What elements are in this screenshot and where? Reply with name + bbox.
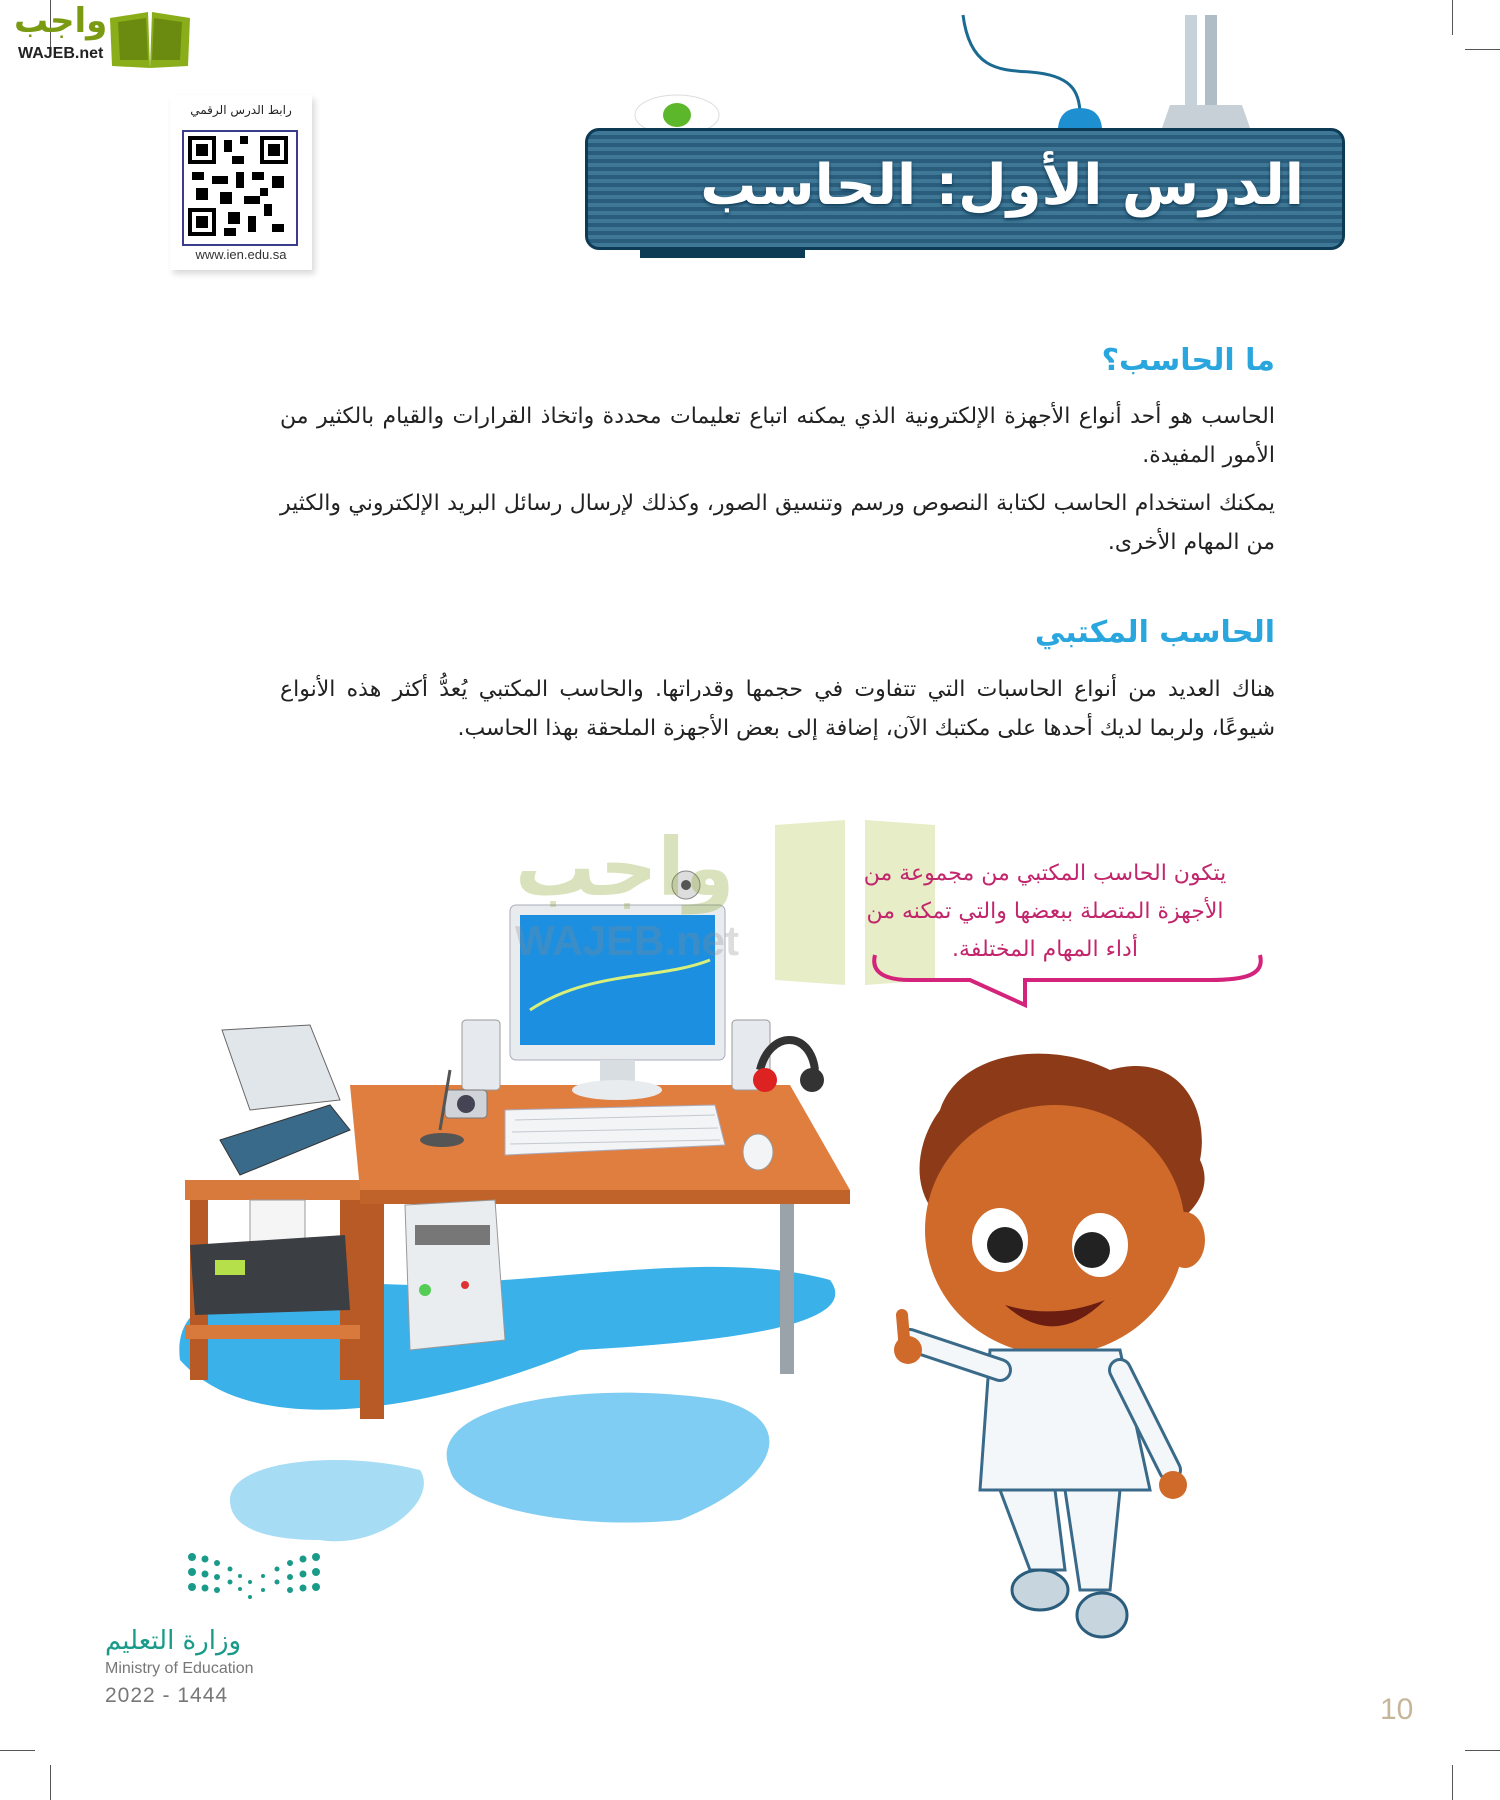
speech-bubble-outline <box>870 950 1270 1020</box>
boot <box>1012 1570 1068 1610</box>
speech-bubble <box>863 850 1270 1010</box>
printer <box>190 1235 350 1315</box>
svg-text:واجب: واجب <box>515 821 735 914</box>
ministry-name-arabic: وزارة التعليم <box>105 1626 242 1656</box>
boot <box>1077 1593 1127 1637</box>
wajeb-logo-latin: WAJEB.net <box>18 45 104 62</box>
desk-side-shelf <box>185 1180 360 1200</box>
paragraph-desktop-computer: هناك العديد من أنواع الحاسبات التي تتفاوت في حجمها وقدراتها. والحاسب المكتبي يُعدُّ أكثر هذه الأنواع شيوعًا، ولربما لديك أحدها على مكتبك الآن، إضافة إلى بعض الأجهزة الملحقة بهذا الحاسب. <box>280 677 1275 741</box>
lesson-title: الدرس الأول: الحاسب <box>700 153 1304 218</box>
scanner <box>220 1105 350 1175</box>
paragraph-computer-definition: الحاسب هو أحد أنواع الأجهزة الإلكترونية الذي يمكنه اتباع تعليمات محددة واتخاذ القرارات والقيام بالكثير من الأمور المفيدة. <box>280 404 1275 468</box>
crop-mark <box>0 1750 35 1751</box>
crop-mark <box>1452 1765 1453 1800</box>
computer-tower <box>405 1200 505 1350</box>
boy-character-illustration <box>880 1050 1300 1640</box>
svg-text:WAJEB.net: WAJEB.net <box>515 917 740 964</box>
crop-mark <box>1465 1750 1500 1751</box>
lesson-title-banner <box>585 128 1345 250</box>
section-heading-desktop-computer: الحاسب المكتبي <box>1034 615 1275 650</box>
wajeb-logo <box>8 1 193 67</box>
wajeb-logo-arabic: واجب <box>14 1 108 41</box>
page-number: 10 <box>1380 1693 1414 1726</box>
paragraph-computer-uses: يمكنك استخدام الحاسب لكتابة النصوص ورسم وتنسيق الصور، وكذلك لإرسال رسائل البريد الإلكتروني والكثير من المهام الأخرى. <box>280 491 1275 555</box>
digital-lesson-qr-card[interactable] <box>170 95 312 270</box>
microphone <box>420 1133 464 1147</box>
speech-bubble-text: يتكون الحاسب المكتبي من مجموعة من الأجهزة المتصلة ببعضها والتي تمكنه من أداء المهام المختلفة. <box>863 861 1227 962</box>
speaker-left <box>462 1020 500 1090</box>
crop-mark <box>1452 0 1453 35</box>
scanner-lid <box>222 1025 340 1110</box>
desk-leg <box>780 1204 794 1374</box>
crop-mark <box>1465 49 1500 50</box>
mouse <box>743 1134 773 1170</box>
section-heading-what-is-computer: ما الحاسب؟ <box>1101 343 1275 378</box>
qr-code-icon[interactable] <box>182 130 298 246</box>
edition-year: 2022 - 1444 <box>105 1684 229 1707</box>
ministry-dots-logo <box>185 1552 355 1612</box>
book-icon <box>108 10 193 70</box>
qr-url[interactable]: www.ien.edu.sa <box>195 247 287 262</box>
ministry-name-english: Ministry of Education <box>105 1660 254 1677</box>
qr-label: رابط الدرس الرقمي <box>190 103 292 117</box>
crop-mark <box>50 1765 51 1800</box>
